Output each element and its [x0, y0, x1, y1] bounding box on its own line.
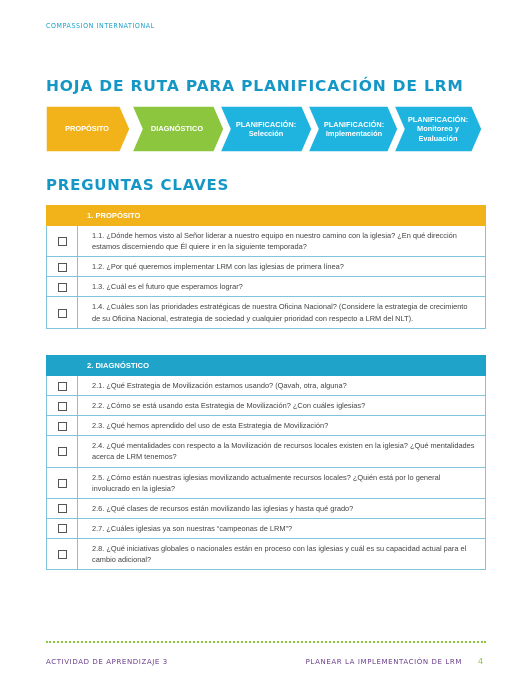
- question-text: 1.3. ¿Cuál es el futuro que esperamos lograr?: [78, 277, 486, 297]
- checkbox[interactable]: [58, 479, 67, 488]
- question-text: 2.6. ¿Qué clases de recursos están movilizando las iglesias y hasta qué grado?: [78, 498, 486, 518]
- footer-activity-label: ACTIVIDAD DE APRENDIZAJE 3: [46, 658, 168, 666]
- checkbox[interactable]: [58, 447, 67, 456]
- questions-table-proposito: [46, 205, 486, 329]
- question-row: [47, 396, 486, 416]
- page-title: HOJA DE RUTA PARA PLANIFICACIÓN DE LRM: [46, 77, 464, 95]
- footer-section-label: PLANEAR LA IMPLEMENTACIÓN DE LRM: [305, 658, 462, 666]
- table-header-row: [47, 356, 486, 376]
- question-text: 1.4. ¿Cuáles son las prioridades estratégicas de nuestra Oficina Nacional? (Considere la estrategia de crecimiento de su Oficina Nacional, estrategia de sociedad y cualquier prioridad con respecto a LRM del NLT).: [78, 297, 486, 328]
- question-row: [47, 467, 486, 498]
- question-text: 2.1. ¿Qué Estrategia de Movilización estamos usando? (Qavah, otra, alguna?: [78, 376, 486, 396]
- process-step-proposito: [48, 106, 126, 152]
- checkbox[interactable]: [58, 422, 67, 431]
- question-text: 1.2. ¿Por qué queremos implementar LRM con las iglesias de primera línea?: [78, 257, 486, 277]
- question-row: [47, 297, 486, 328]
- question-text: 2.3. ¿Qué hemos aprendido del uso de esta Estrategia de Movilización?: [78, 416, 486, 436]
- question-row: [47, 538, 486, 569]
- table-header: 2. DIAGNÓSTICO: [78, 356, 486, 376]
- table-header-row: [47, 206, 486, 226]
- checkbox[interactable]: [58, 382, 67, 391]
- question-row: [47, 518, 486, 538]
- checkbox[interactable]: [58, 263, 67, 272]
- process-step-text: PLANIFICACIÓN: Implementación: [323, 119, 385, 138]
- question-text: 2.5. ¿Cómo están nuestras iglesias movilizando actualmente recursos locales? ¿Quién está por lo general involucrado en la iglesia?: [78, 467, 486, 498]
- process-step-text: PLANIFICACIÓN: Selección: [235, 119, 297, 138]
- footer-divider: [46, 641, 486, 643]
- question-text: 1.1. ¿Dónde hemos visto al Señor liderar a nuestro equipo en nuestro camino con la iglesia? ¿En qué dirección estamos discerniendo que Él quiere ir en la siguiente temporada?: [78, 226, 486, 257]
- question-row: [47, 416, 486, 436]
- checkbox[interactable]: [58, 504, 67, 513]
- process-step-diagnostico: [138, 106, 216, 152]
- questions-table-diagnostico: [46, 355, 486, 570]
- section-title: PREGUNTAS CLAVES: [46, 176, 230, 194]
- table-header: 1. PROPÓSITO: [78, 206, 486, 226]
- checkbox[interactable]: [58, 283, 67, 292]
- brand-name: COMPASSION INTERNATIONAL: [46, 22, 155, 30]
- process-step-text: PLANIFICACIÓN: Monitoreo y Evaluación: [407, 115, 469, 143]
- checkbox[interactable]: [58, 309, 67, 318]
- question-text: 2.7. ¿Cuáles iglesias ya son nuestras “campeonas de LRM”?: [78, 518, 486, 538]
- question-row: [47, 257, 486, 277]
- checkbox[interactable]: [58, 524, 67, 533]
- question-text: 2.8. ¿Qué iniciativas globales o nacionales están en proceso con las iglesias y cuál es su capacidad actual para el cambio adicional?: [78, 538, 486, 569]
- process-step-text: DIAGNÓSTICO: [150, 124, 204, 134]
- process-roadmap: [46, 106, 482, 152]
- question-row: [47, 436, 486, 467]
- checkbox[interactable]: [58, 237, 67, 246]
- question-row: [47, 376, 486, 396]
- question-row: [47, 226, 486, 257]
- checkbox[interactable]: [58, 402, 67, 411]
- checkbox[interactable]: [58, 550, 67, 559]
- process-step-seleccion: [226, 106, 306, 152]
- page-number: 4: [478, 657, 484, 666]
- process-step-implementacion: [314, 106, 394, 152]
- process-step-monitoreo: [400, 106, 476, 152]
- question-row: [47, 498, 486, 518]
- process-step-text: PROPÓSITO: [65, 124, 109, 134]
- question-text: 2.4. ¿Qué mentalidades con respecto a la Movilización de recursos locales existen en la iglesia? ¿Qué mentalidades acerca de LRM tenemos?: [78, 436, 486, 467]
- question-row: [47, 277, 486, 297]
- question-text: 2.2. ¿Cómo se está usando esta Estrategia de Movilización? ¿Con cuáles iglesias?: [78, 396, 486, 416]
